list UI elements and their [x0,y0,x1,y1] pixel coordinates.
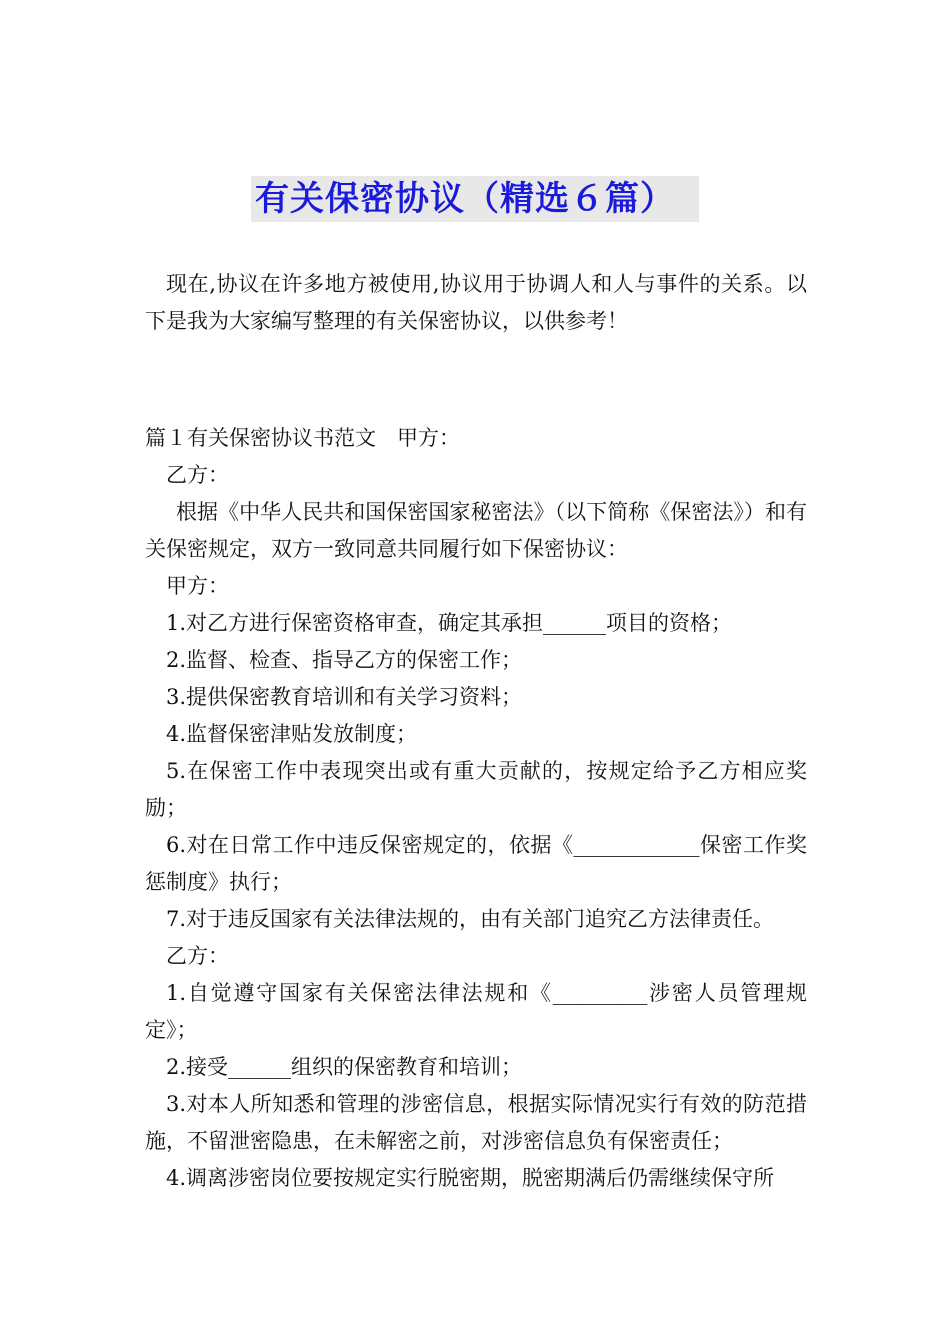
party-a-title: 甲方： [166,574,229,598]
basis-paragraph: 根据《中华人民共和国保密国家秘密法》（以下简称《保密法》）和有关保密规定，双方一致同意共同履行如下保密协议： [145,500,807,561]
party-a-item: 5.在保密工作中表现突出或有重大贡献的，按规定给予乙方相应奖励； [145,759,807,820]
spacer [145,340,807,420]
party-b-item: 2.接受______组织的保密教育和培训； [166,1055,523,1079]
party-b-title: 乙方： [166,944,229,968]
party-b-item: 3.对本人所知悉和管理的涉密信息，根据实际情况实行有效的防范措施，不留泄密隐患，在未解密之前，对涉密信息负有保密责任； [145,1092,807,1153]
document-title: 有关保密协议（精选６篇） [251,176,699,222]
title-container [0,176,950,222]
party-b-item: 1.自觉遵守国家有关保密法律法规和《_________涉密人员管理规定》； [145,981,807,1042]
party-a-item: 4.监督保密津贴发放制度； [166,722,418,746]
intro-paragraph: 现在,协议在许多地方被使用,协议用于协调人和人与事件的关系。以下是我为大家编写整理的有关保密协议，以供参考！ [145,272,807,333]
party-b-label: 乙方： [166,463,229,487]
party-a-item: 6.对在日常工作中违反保密规定的，依据《____________保密工作奖惩制度》执行； [145,833,807,894]
party-a-item: 3.提供保密教育培训和有关学习资料； [166,685,523,709]
party-a-item: 7.对于违反国家有关法律法规的，由有关部门追究乙方法律责任。 [166,907,775,931]
section-heading: 篇１有关保密协议书范文 甲方： [145,426,460,450]
party-b-item: 4.调离涉密岗位要按规定实行脱密期，脱密期满后仍需继续保守所 [166,1166,775,1190]
party-a-item: 2.监督、检查、指导乙方的保密工作； [166,648,523,672]
document-body [145,266,807,1197]
party-a-item: 1.对乙方进行保密资格审查，确定其承担______项目的资格； [166,611,733,635]
